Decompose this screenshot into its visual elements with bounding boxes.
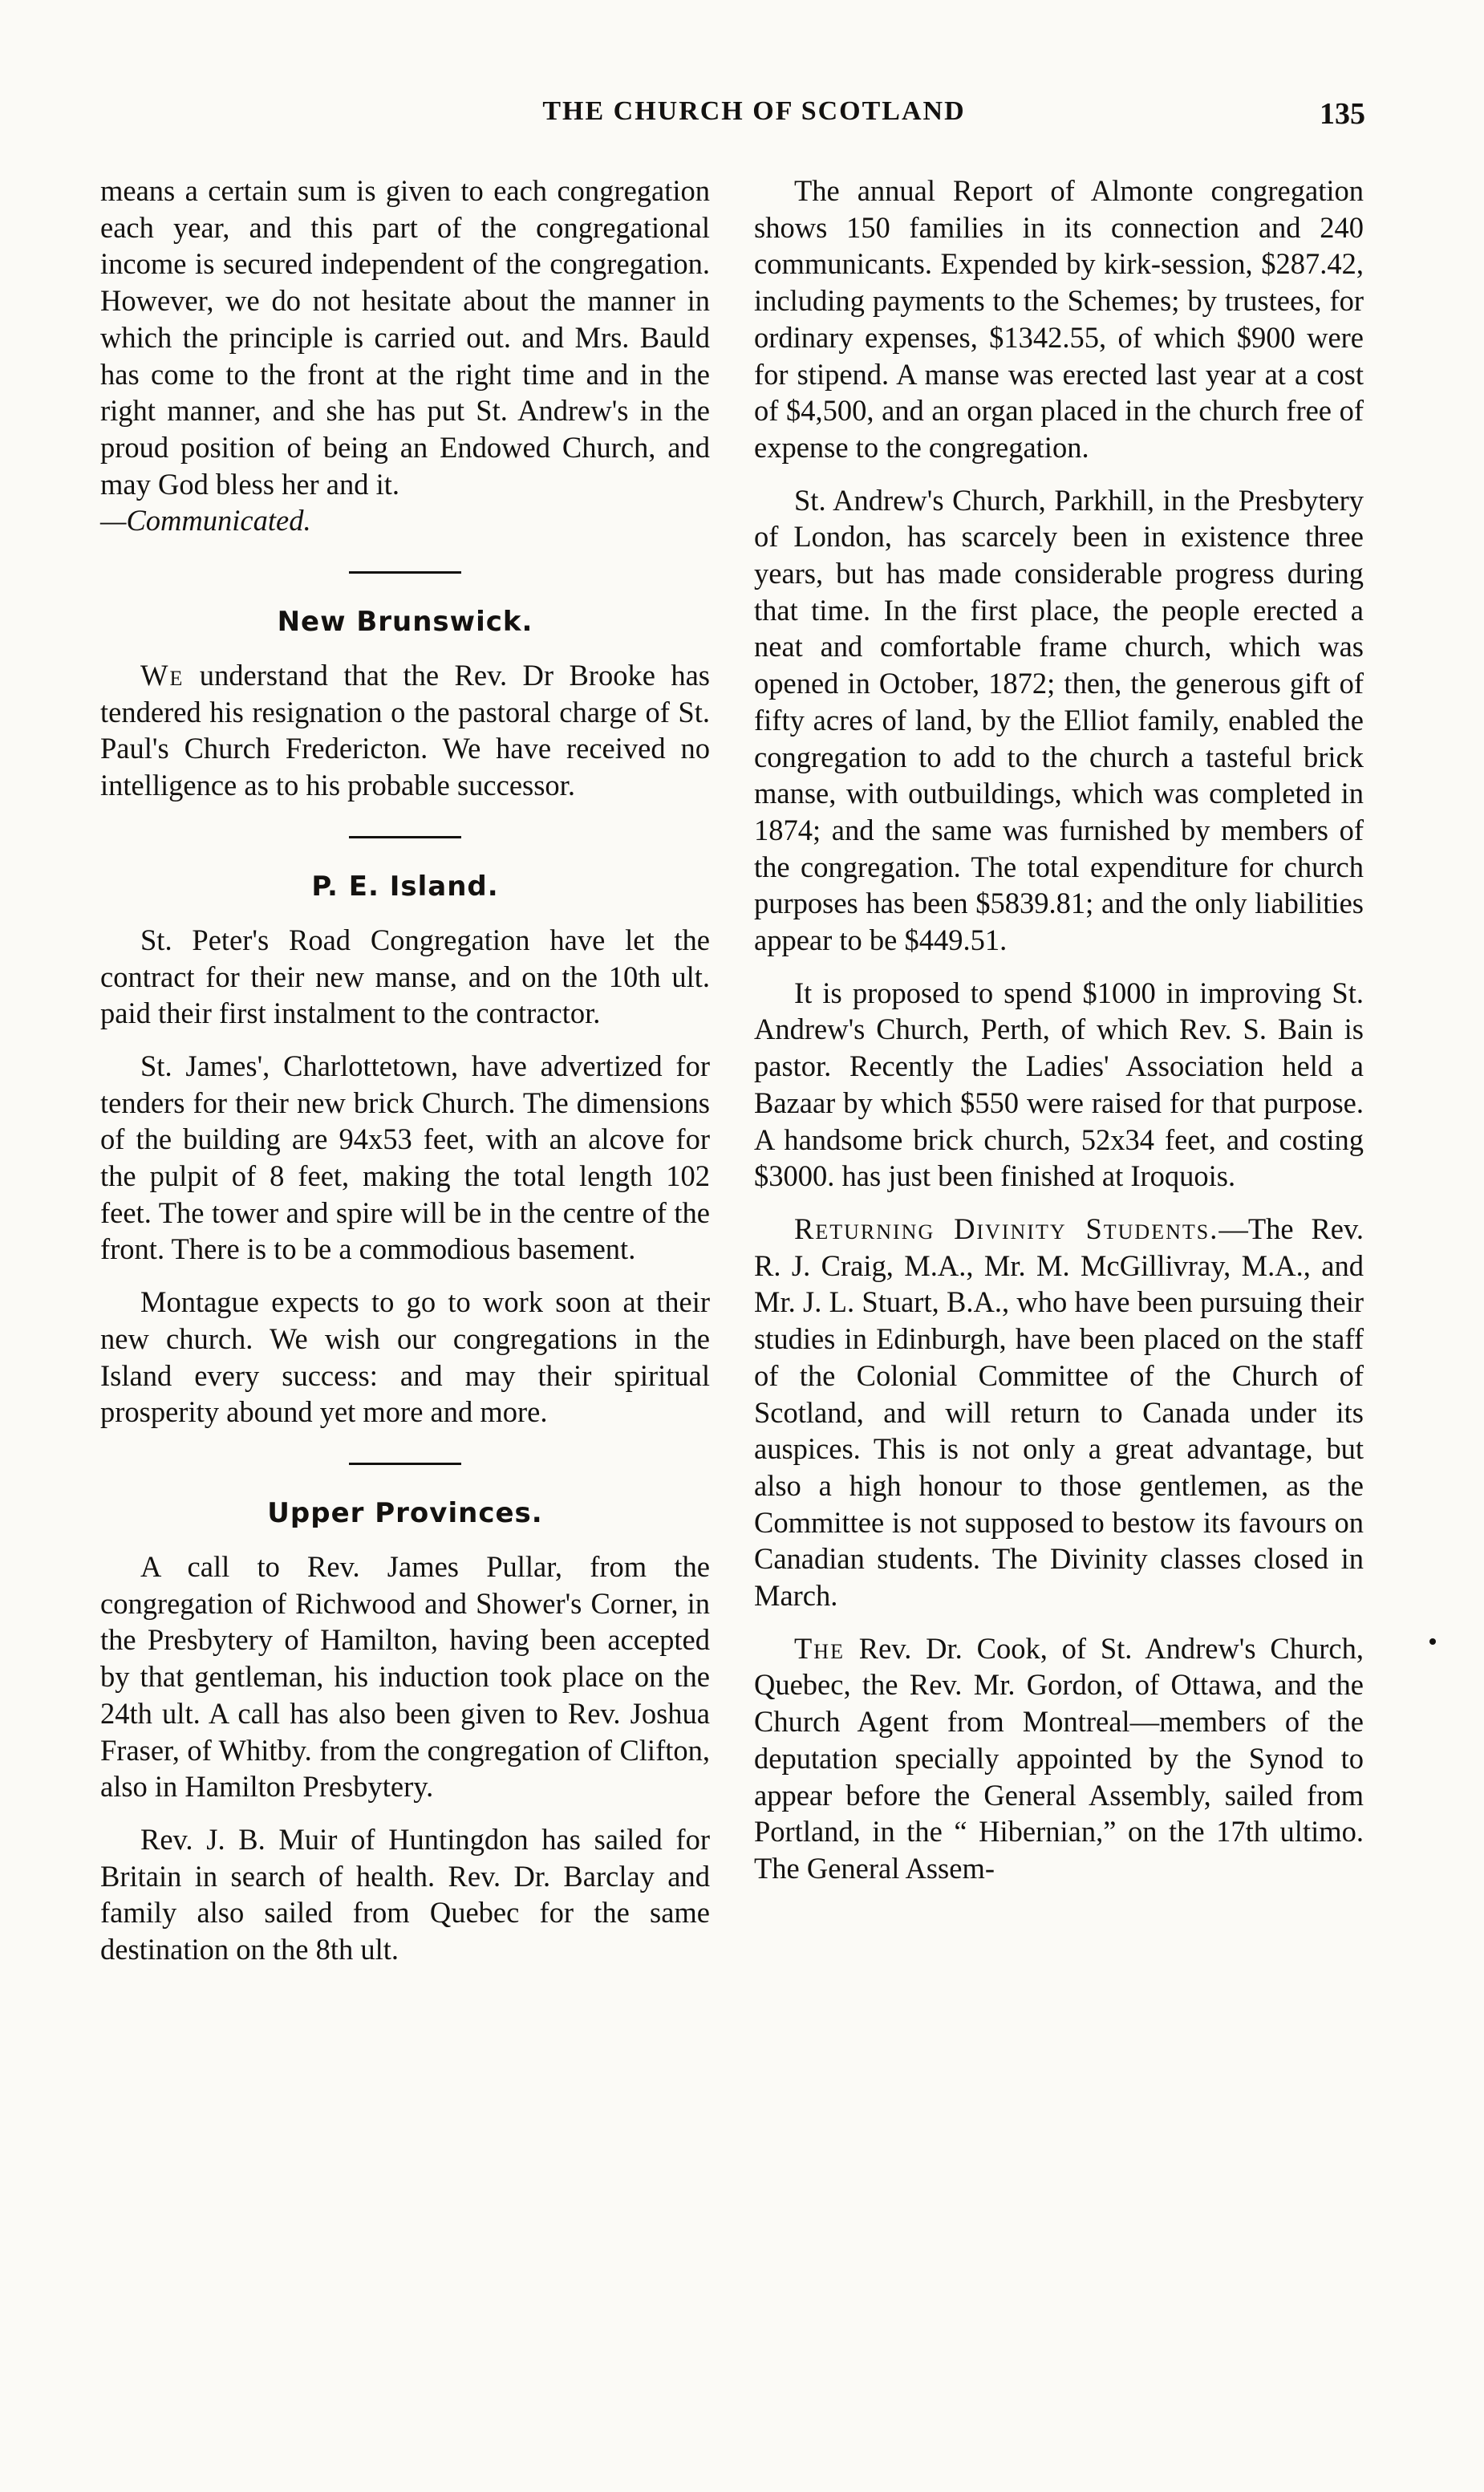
deputation-text: Rev. Dr. Cook, of St. Andrew's Church, Quebec, the Rev. Mr. Gordon, of Ottawa, and the Church Agent from Montreal—members of the deputation specially appointed by the Synod to appear before the General Assembly, sailed from Portland, in the “ Hibernian,” on the 17th ultimo. The General Assem- [754,1631,1364,1885]
parkhill-paragraph: St. Andrew's Church, Parkhill, in the Presbytery of London, has scarcely been in existence three years, but has made considerable progress during that time. In the first place, the people erected a neat and comfortable frame church, which was opened in October, 1872; then, the generous gift of fifty acres of land, by the Elliot family, enabled the congregation to add to the church a tasteful brick manse, with outbuildings, which was completed in 1874; and the same was furnished by members of the congregation. The total expenditure for church purposes has been $5839.81; and the only liabilities appear to be $449.51. [754,483,1364,957]
communicated-signoff: —Communicated. [100,504,311,538]
dropcap-word: We [140,659,184,692]
perth-paragraph: It is proposed to spend $1000 in improving St. Andrew's Church, Perth, of which Rev. S. Bain is pastor. Recently the Ladies' Association held a Bazaar by which $550 were raised for that purpose. A handsome brick church, 52x34 feet, and costing $3000. has just been finished at Iroquois. [754,976,1364,1193]
section-divider [349,836,461,838]
st-peters-paragraph: St. Peter's Road Congregation have let the contract for their new manse, and on the 10th ult. paid their first instalment to the contractor. [100,923,710,1030]
deputation-paragraph [754,1630,1364,1887]
right-column [754,172,1364,1903]
pullar-call-paragraph: A call to Rev. James Pullar, from the congregation of Richwood and Shower's Corner, in the Presbytery of Hamilton, having been accepted by that gentleman, his induction took place on the 24th ult. A call has also been given to Rev. Joshua Fraser, of Whitby. from the congregation of Clifton, also in Hamilton Presbytery. [100,1549,710,1804]
divinity-students-paragraph [754,1211,1364,1614]
divinity-students-lead: Returning Divinity Students. [794,1212,1219,1245]
section-divider [349,1463,461,1465]
montague-paragraph: Montague expects to go to work soon at their new church. We wish our congregations in the Island every success: and may their spiritual prosperity abound yet more and more. [100,1285,710,1429]
divinity-students-text: —The Rev. R. J. Craig, M.A., Mr. M. McGillivray, M.A., and Mr. J. L. Stuart, B.A., who have been pursuing their studies in Edinburgh, have been placed on the staff of the Colonial Committee of the Church of Scotland, and will return to Canada under its auspices. This is not only a great advantage, but also a high honour to those gentlemen, as the Committee is not supposed to bestow its favours on Canadian students. The Divinity classes closed in March. [754,1212,1364,1613]
new-brunswick-text: understand that the Rev. Dr Brooke has tendered his resignation o the pastoral charge of St. Paul's Church Fredericton. We have received no intelligence as to his probable successor. [100,659,710,802]
almonte-report-paragraph: The annual Report of Almonte congregation shows 150 families in its connection and 240 communicants. Expended by kirk-session, $287.42, including payments to the Schemes; by trustees, for ordinary expenses, $1342.55, of which $900 were for stipend. A manse was erected last year at a cost of $4,500, and an organ placed in the church free of expense to the congregation. [754,174,1364,464]
st-james-paragraph: St. James', Charlottetown, have advertized for tenders for their new brick Church. The dimensions of the building are 94x53 feet, with an alcove for the pulpit of 8 feet, making the total length 102 feet. The tower and spire will be in the centre of the front. There is to be a commodious basement. [100,1049,710,1266]
left-column [100,172,710,1984]
dropcap-word: The [794,1631,845,1665]
page-number: 135 [1320,97,1365,131]
new-brunswick-paragraph [100,657,710,804]
endowment-paragraph [100,172,710,539]
section-divider [349,571,461,574]
heading-new-brunswick: New Brunswick. [277,606,533,639]
running-head [128,96,1380,144]
ink-speck [1429,1638,1436,1645]
running-title: THE CHURCH OF SCOTLAND [542,96,966,126]
muir-sailed-paragraph: Rev. J. B. Muir of Huntingdon has sailed for Britain in search of health. Rev. Dr. Barclay and family also sailed from Quebec for the same destination on the 8th ult. [100,1822,710,1966]
heading-pe-island: P. E. Island. [311,870,499,903]
endowment-text: means a certain sum is given to each congregation each year, and this part of the congregational income is secured independent of the congregation. However, we do not hesitate about the manner in which the principle is carried out. and Mrs. Bauld has come to the front at the right time and in the right manner, and she has put St. Andrew's in the proud position of being an Endowed Church, and may God bless her and it. [100,174,710,501]
heading-upper-provinces: Upper Provinces. [267,1496,543,1529]
